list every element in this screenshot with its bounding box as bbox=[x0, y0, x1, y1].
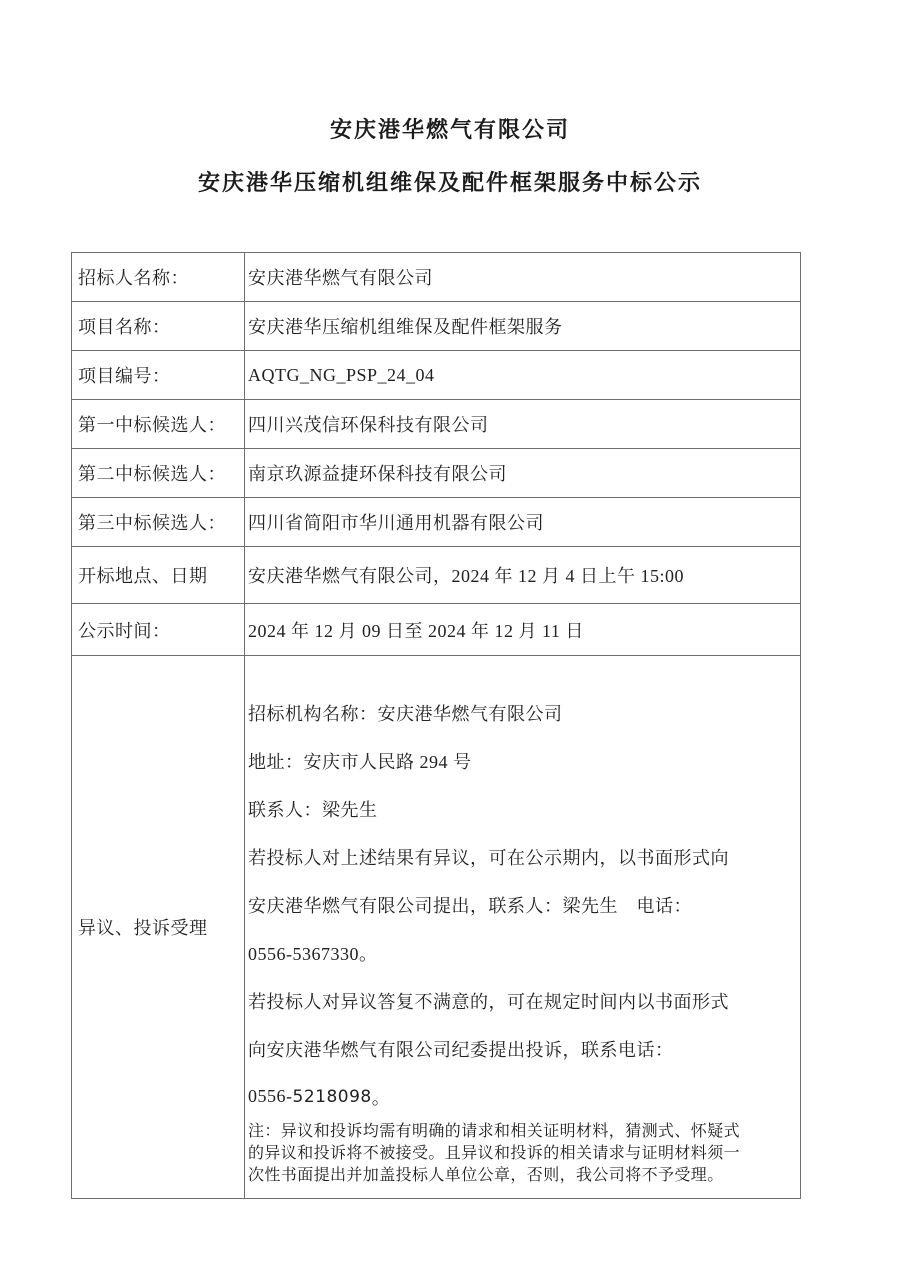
row-value-project-number: AQTG_NG_PSP_24_04 bbox=[245, 351, 801, 400]
appeal-line: 0556- 5218098 。 bbox=[248, 1086, 391, 1108]
table-row bbox=[72, 351, 801, 400]
page-title: 安庆港华燃气有限公司 bbox=[329, 117, 570, 142]
appeal-line: 招标机构名称：安庆港华燃气有限公司 bbox=[248, 703, 563, 724]
row-label-publicity-period: 公示时间： bbox=[72, 604, 245, 656]
row-value-second-candidate: 南京玖源益捷环保科技有限公司 bbox=[245, 449, 801, 498]
table-row bbox=[72, 449, 801, 498]
row-label-project-number: 项目编号： bbox=[72, 351, 245, 400]
page-subtitle: 安庆港华压缩机组维保及配件框架服务中标公示 bbox=[197, 170, 702, 195]
table-row bbox=[72, 302, 801, 351]
row-value-project-name: 安庆港华压缩机组维保及配件框架服务 bbox=[245, 302, 801, 351]
appeal-line: 若投标人对异议答复不满意的，可在规定时间内以书面形式 bbox=[248, 991, 729, 1012]
note-line: 的异议和投诉将不被接受。且异议和投诉的相关请求与证明材料须一 bbox=[248, 1144, 741, 1162]
appeal-line: 地址：安庆市人民路 294 号 bbox=[248, 751, 472, 772]
table-row-appeal bbox=[72, 656, 801, 1199]
note-line: 注：异议和投诉均需有明确的请求和相关证明材料，猜测式、怀疑式 bbox=[248, 1122, 741, 1140]
row-value-bidder-name: 安庆港华燃气有限公司 bbox=[245, 253, 801, 302]
appeal-line: 0556-5367330。 bbox=[248, 943, 378, 964]
table-row bbox=[72, 400, 801, 449]
row-value-publicity-period: 2024 年 12 月 09 日至 2024 年 12 月 11 日 bbox=[245, 604, 801, 656]
appeal-lines bbox=[248, 689, 796, 1121]
table-row bbox=[72, 253, 801, 302]
row-label-first-candidate: 第一中标候选人： bbox=[72, 400, 245, 449]
row-value-appeal bbox=[245, 656, 801, 1199]
row-label-second-candidate: 第二中标候选人： bbox=[72, 449, 245, 498]
note-line: 次性书面提出并加盖投标人单位公章，否则，我公司将不予受理。 bbox=[248, 1166, 724, 1184]
appeal-line: 若投标人对上述结果有异议，可在公示期内，以书面形式向 bbox=[248, 847, 729, 868]
row-value-opening-place-date: 安庆港华燃气有限公司，2024 年 12 月 4 日上午 15:00 bbox=[245, 547, 801, 604]
row-label-appeal: 异议、投诉受理 bbox=[72, 656, 245, 1199]
row-label-opening-place-date: 开标地点、日期 bbox=[72, 547, 245, 604]
row-label-bidder-name: 招标人名称： bbox=[72, 253, 245, 302]
phone-number: 5218098 bbox=[292, 1086, 372, 1107]
appeal-line: 向安庆港华燃气有限公司纪委提出投诉，联系电话： bbox=[248, 1039, 674, 1060]
appeal-note bbox=[248, 1121, 796, 1187]
table-row bbox=[72, 604, 801, 656]
row-value-first-candidate: 四川兴茂信环保科技有限公司 bbox=[245, 400, 801, 449]
table-row bbox=[72, 498, 801, 547]
appeal-line: 联系人：梁先生 bbox=[248, 799, 378, 820]
row-value-third-candidate: 四川省简阳市华川通用机器有限公司 bbox=[245, 498, 801, 547]
table-row bbox=[72, 547, 801, 604]
row-label-project-name: 项目名称： bbox=[72, 302, 245, 351]
appeal-line: 安庆港华燃气有限公司提出，联系人：梁先生 电话： bbox=[248, 895, 692, 916]
announcement-table bbox=[71, 252, 801, 1199]
row-label-third-candidate: 第三中标候选人： bbox=[72, 498, 245, 547]
